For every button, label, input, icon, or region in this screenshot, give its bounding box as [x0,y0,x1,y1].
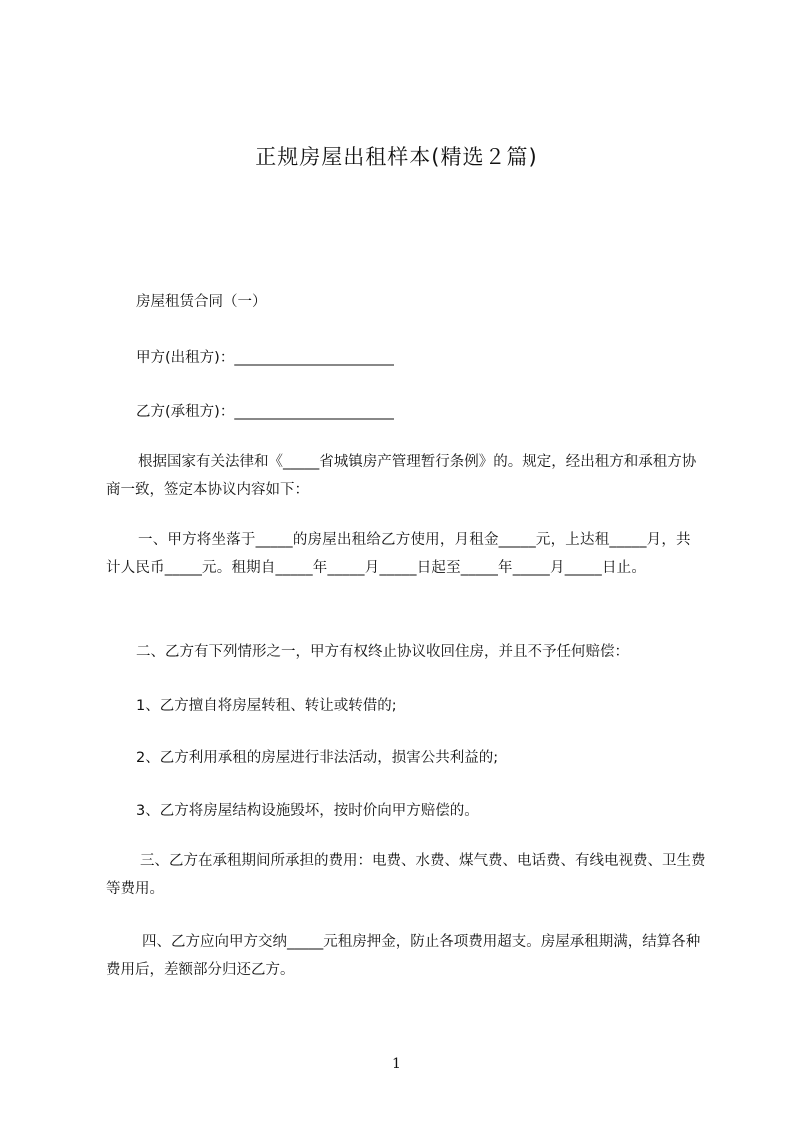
document-title: 正规房屋出租样本(精选２篇) [255,145,538,169]
party-a-line: 甲方(出租方)：______________________ [136,350,394,366]
clause-2-item-1: 1、乙方擅自将房屋转租、转让或转借的; [136,698,397,714]
clause-2-item-3: 3、乙方将房屋结构设施毁坏，按时价向甲方赔偿的。 [136,803,479,819]
clause-4-paragraph: 四、乙方应向甲方交纳_____元租房押金，防止各项费用超支。房屋承租期满，结算各种费用后，差额部分归还乙方。 [106,934,701,978]
page-number: 1 [392,1056,401,1072]
party-b-line: 乙方(承租方)：______________________ [136,404,394,420]
clause-2-paragraph: 二、乙方有下列情形之一，甲方有权终止协议收回住房，并且不予任何赔偿： [136,644,629,660]
contract-heading: 房屋租赁合同（一） [136,294,267,310]
clause-2-item-2: 2、乙方利用承租的房屋进行非法活动，损害公共利益的; [136,750,499,766]
clause-3-paragraph: 三、乙方在承租期间所承担的费用：电费、水费、煤气费、电话费、有线电视费、卫生费等费用。 [106,853,706,897]
intro-paragraph: 根据国家有关法律和《_____省城镇房产管理暂行条例》的。规定，经出租方和承租方协商一致，签定本协议内容如下： [106,454,697,498]
clause-1-paragraph: 一、甲方将坐落于_____的房屋出租给乙方使用，月租金_____元，上达租_____月，共计人民币_____元。租期自_____年_____月_____日起至_____年_____月_____日止。 [106,532,691,576]
